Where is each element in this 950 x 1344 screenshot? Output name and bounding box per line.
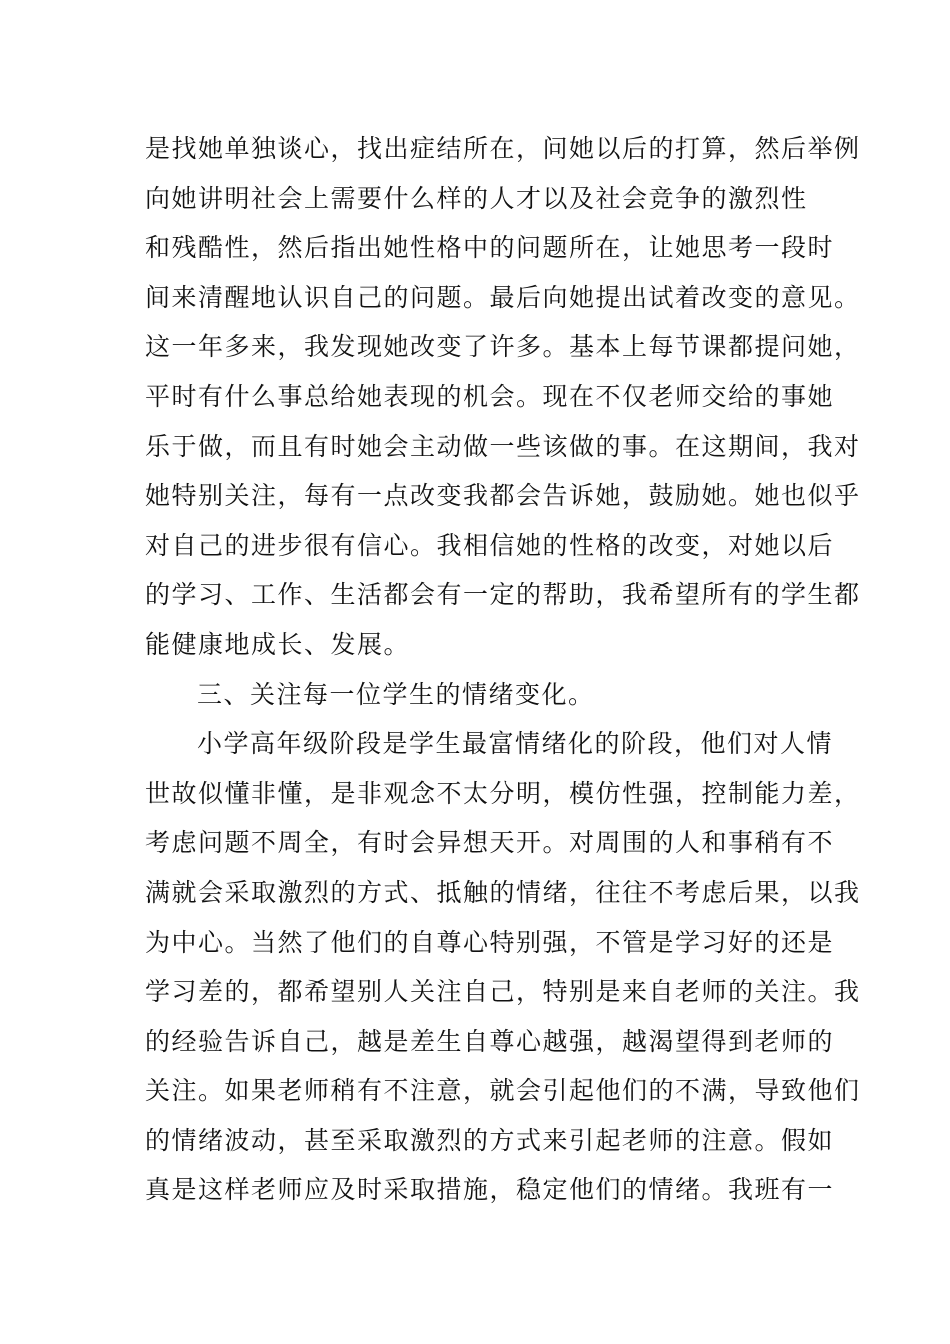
text-line: 的学习、工作、生活都会有一定的帮助，我希望所有的学生都 [145,580,861,610]
text-line: 向她讲明社会上需要什么样的人才以及社会竞争的激烈性 [145,183,808,213]
text-line: 世故似懂非懂，是非观念不太分明，模仿性强，控制能力差， [145,778,861,808]
body-text [145,124,861,1215]
text-line: 她特别关注，每有一点改变我都会告诉她，鼓励她。她也似乎 [145,481,861,511]
text-line: 是找她单独谈心，找出症结所在，问她以后的打算，然后举例 [145,134,861,163]
section-heading: 三、关注每一位学生的情绪变化。 [197,679,595,709]
text-line: 和残酷性，然后指出她性格中的问题所在，让她思考一段时 [145,233,835,263]
text-line: 的情绪波动，甚至采取激烈的方式来引起老师的注意。假如 [145,1125,835,1155]
text-line: 学习差的，都希望别人关注自己，特别是来自老师的关注。我 [145,977,861,1007]
text-line: 考虑问题不周全，有时会异想天开。对周围的人和事稍有不 [145,828,835,858]
text-line: 能健康地成长、发展。 [145,629,411,659]
text-line: 乐于做，而且有时她会主动做一些该做的事。在这期间，我对 [145,431,861,461]
text-line: 关注。如果老师稍有不注意，就会引起他们的不满，导致他们 [145,1076,861,1106]
text-line: 间来清醒地认识自己的问题。最后向她提出试着改变的意见。 [145,282,861,312]
text-line: 满就会采取激烈的方式、抵触的情绪，往往不考虑后果，以我 [145,877,861,907]
text-line: 对自己的进步很有信心。我相信她的性格的改变，对她以后 [145,530,835,560]
paragraph-first-line: 小学高年级阶段是学生最富情绪化的阶段，他们对人情 [197,729,834,759]
text-line: 真是这样老师应及时采取措施，稳定他们的情绪。我班有一 [145,1175,835,1205]
text-line: 为中心。当然了他们的自尊心特别强，不管是学习好的还是 [145,927,835,957]
text-line: 这一年多来，我发现她改变了许多。基本上每节课都提问她， [145,332,861,362]
text-line: 的经验告诉自己，越是差生自尊心越强，越渴望得到老师的 [145,1026,835,1056]
text-line: 平时有什么事总给她表现的机会。现在不仅老师交给的事她 [145,381,835,411]
